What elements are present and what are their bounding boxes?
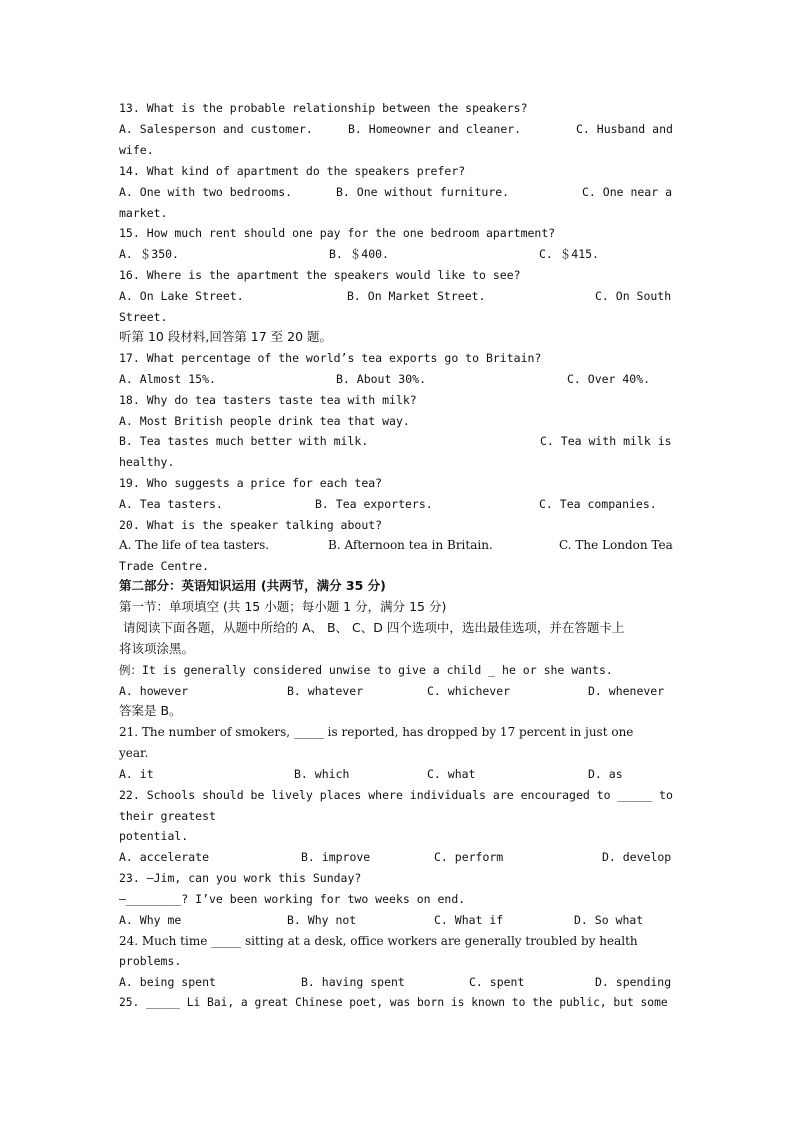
option-b: B. Tea tastes much better with milk. [119, 434, 369, 448]
option-b: B. whatever [287, 684, 364, 698]
question-21-continued: year. [119, 746, 149, 760]
option-a: A. Why me [119, 913, 182, 927]
option-a: A. accelerate [119, 850, 210, 864]
option-b: B. having spent [301, 975, 405, 989]
option-b: B. improve [301, 850, 371, 864]
question-20: 20. What is the speaker talking about? [119, 518, 383, 532]
option-b: B. On Market Street. [347, 289, 486, 303]
question-18: 18. Why do tea tasters taste tea with milk? [119, 393, 417, 407]
option-b: B. Why not [287, 913, 357, 927]
option-b: B. which [294, 767, 350, 781]
options-19 [119, 496, 675, 512]
part-2-title: 第二部分：英语知识运用 (共两节，满分 35 分) [119, 578, 386, 593]
option-d: D. as [588, 767, 623, 781]
question-22-continued-2: potential. [119, 829, 189, 843]
option-b: B. Tea exporters. [315, 497, 433, 511]
question-19: 19. Who suggests a price for each tea? [119, 476, 383, 490]
option-c: C. what [427, 767, 476, 781]
option-c-continued: market. [119, 206, 168, 220]
option-b: B. ＄400. [329, 247, 389, 261]
options-16 [119, 288, 675, 304]
option-c: C. whichever [427, 684, 511, 698]
listening-section-note: 听第 10 段材料,回答第 17 至 20 题。 [119, 329, 333, 344]
options-24 [119, 974, 675, 990]
question-13: 13. What is the probable relationship between the speakers? [119, 101, 528, 115]
option-a: A. The life of tea tasters. [119, 538, 270, 552]
options-17 [119, 371, 675, 387]
option-a: A. Salesperson and customer. [119, 122, 313, 136]
options-18 [119, 433, 675, 449]
option-c: C. perform [434, 850, 504, 864]
question-22-continued: their greatest [119, 809, 216, 823]
option-b: B. About 30%. [336, 372, 427, 386]
options-23 [119, 912, 675, 928]
options-15 [119, 246, 675, 262]
question-25: 25. _____ Li Bai, a great Chinese poet, was born is known to the public, but some [119, 996, 668, 1009]
option-b: B. Afternoon tea in Britain. [328, 538, 493, 552]
section-1-title: 第一节：单项填空 (共 15 小题；每小题 1 分，满分 15 分) [119, 599, 447, 614]
options-22 [119, 849, 675, 865]
question-23-reply: —________? I’ve been working for two weeks on end. [119, 892, 466, 906]
option-c-continued: Street. [119, 310, 168, 324]
instructions-line-2: 将该项涂黑。 [119, 641, 195, 656]
instructions-line-1: 请阅读下面各题，从题中所给的 A、 B、 C、D 四个选项中，选出最佳选项，并在答题卡上 [119, 620, 625, 635]
options-21 [119, 766, 675, 782]
option-a: A. ＄350. [119, 247, 179, 261]
example-question: 例：It is generally considered unwise to give a child _ he or she wants. [119, 663, 613, 677]
option-a: A. One with two bedrooms. [119, 185, 293, 199]
example-options [119, 683, 675, 699]
option-c-continued: Trade Centre. [119, 559, 210, 573]
question-24-continued: problems. [119, 954, 182, 968]
option-a: A. Most British people drink tea that way. [119, 414, 410, 428]
option-c: C. Tea with milk is [540, 434, 672, 448]
option-c-continued: healthy. [119, 455, 175, 469]
question-22: 22. Schools should be lively places where individuals are encouraged to _____ to [119, 788, 673, 802]
option-a: A. On Lake Street. [119, 289, 244, 303]
option-c: C. Over 40%. [567, 372, 651, 386]
option-b: B. One without furniture. [336, 185, 510, 199]
question-21: 21. The number of smokers, _____ is reported, has dropped by 17 percent in just one [119, 725, 634, 739]
question-24: 24. Much time _____ sitting at a desk, office workers are generally troubled by health [119, 934, 638, 948]
options-14 [119, 184, 675, 200]
option-c: C. Tea companies. [539, 497, 657, 511]
example-answer: 答案是 B。 [119, 703, 182, 718]
options-13 [119, 121, 675, 137]
option-c: C. ＄415. [539, 247, 599, 261]
option-c: C. What if [434, 913, 504, 927]
options-20 [119, 537, 675, 553]
question-23: 23. —Jim, can you work this Sunday? [119, 871, 362, 885]
option-a: A. however [119, 684, 189, 698]
question-16: 16. Where is the apartment the speakers would like to see? [119, 268, 521, 282]
question-14: 14. What kind of apartment do the speakers prefer? [119, 164, 466, 178]
option-c: C. On South [595, 289, 672, 303]
option-b: B. Homeowner and cleaner. [348, 122, 522, 136]
option-d: D. whenever [588, 684, 665, 698]
option-c: C. The London Tea [559, 538, 673, 552]
question-17: 17. What percentage of the world’s tea exports go to Britain? [119, 351, 542, 365]
option-a: A. Tea tasters. [119, 497, 223, 511]
option-c: C. Husband and [576, 122, 673, 136]
option-c-continued: wife. [119, 143, 154, 157]
option-a: A. it [119, 767, 154, 781]
option-c: C. One near a [582, 185, 673, 199]
question-15: 15. How much rent should one pay for the one bedroom apartment? [119, 226, 556, 240]
option-a: A. Almost 15%. [119, 372, 216, 386]
option-d: D. develop [602, 850, 672, 864]
option-a: A. being spent [119, 975, 216, 989]
option-c: C. spent [469, 975, 525, 989]
option-d: D. spending [595, 975, 672, 989]
option-d: D. So what [574, 913, 644, 927]
